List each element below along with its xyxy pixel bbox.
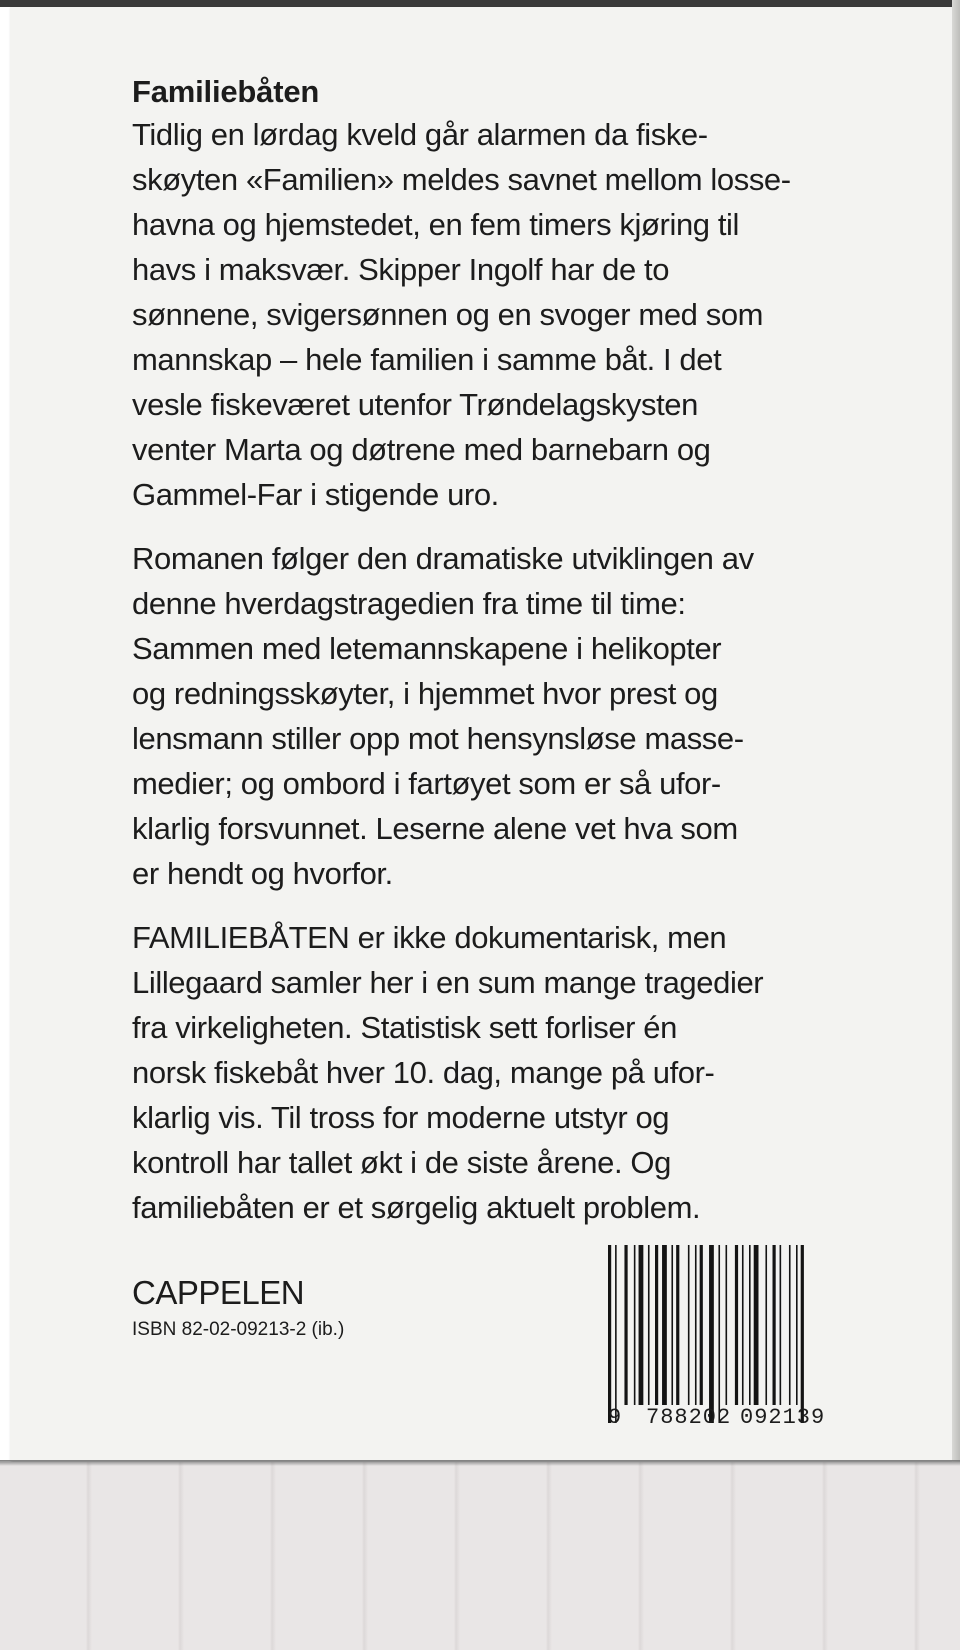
text-line: skøyten «Familien» meldes savnet mellom losse- [132, 162, 791, 197]
barcode-right-digits: 092139 [740, 1405, 826, 1430]
barcode-bar [749, 1245, 751, 1405]
barcode-left-digits: 788202 [646, 1405, 732, 1430]
text-line: er hendt og hvorfor. [132, 856, 393, 891]
barcode-bar [639, 1245, 644, 1405]
text-line: og redningsskøyter, i hjemmet hvor prest og [132, 676, 718, 711]
barcode-bar [608, 1245, 611, 1423]
barcode-bar [709, 1245, 714, 1423]
barcode-bar [742, 1245, 744, 1405]
text-line: havs i maksvær. Skipper Ingolf har de to [132, 252, 670, 287]
text-line: Gammel-Far i stigende uro. [132, 477, 499, 512]
text-line: medier; og ombord i fartøyet som er så ufor- [132, 766, 721, 801]
blurb-paragraph-1 [132, 112, 892, 517]
barcode-bar [634, 1245, 636, 1405]
text-line: klarlig vis. Til tross for moderne utstyr og [132, 1100, 670, 1135]
text-line: vesle fiskeværet utenfor Trøndelagskysten [132, 387, 698, 422]
text-line: mannskap – hele familien i samme båt. I det [132, 342, 722, 377]
text-line: sønnene, svigersønnen og en svoger med som [132, 297, 764, 332]
barcode-bar [700, 1245, 703, 1405]
text-line: familiebåten er et sørgelig aktuelt problem. [132, 1190, 701, 1225]
barcode-bar [754, 1245, 759, 1405]
text-line: klarlig forsvunnet. Leserne alene vet hva som [132, 811, 738, 846]
scan-top-edge [0, 0, 960, 7]
cover-shadow [0, 1460, 960, 1466]
barcode-icon [604, 1245, 860, 1425]
blurb-paragraph-3 [132, 915, 892, 1230]
text-line: kontroll har tallet økt i de siste årene. Og [132, 1145, 671, 1180]
barcode-bar [655, 1245, 658, 1405]
barcode-bar [671, 1245, 673, 1405]
barcode-bar [801, 1245, 804, 1423]
isbn-number: ISBN 82-02-09213-2 (ib.) [132, 1319, 345, 1340]
barcode-bar [695, 1245, 697, 1405]
text-line: fra virkeligheten. Statistisk sett forliser én [132, 1010, 677, 1045]
text-line: havna og hjemstedet, en fem timers kjøring til [132, 207, 740, 242]
barcode-bar [662, 1245, 667, 1405]
text-line: venter Marta og døtrene med barnebarn og [132, 432, 711, 467]
barcode-bar [735, 1245, 738, 1405]
barcode-bar [648, 1245, 650, 1405]
text-line: Sammen med letemannskapene i helikopter [132, 631, 722, 666]
barcode-first-digit: 9 [608, 1405, 622, 1430]
book-title: Familiebåten [132, 74, 320, 109]
text-line: Romanen følger den dramatiske utviklingen av [132, 541, 754, 576]
barcode-bar [688, 1245, 690, 1405]
text-line: FAMILIEBÅTEN er ikke dokumentarisk, men [132, 920, 727, 955]
book-spine-edge [952, 0, 960, 1470]
barcode-bar [718, 1245, 720, 1423]
text-line: norsk fiskebåt hver 10. dag, mange på ufor- [132, 1055, 715, 1090]
barcode-bar [615, 1245, 617, 1423]
text-line: denne hverdagstragedien fra time til time: [132, 586, 686, 621]
text-line: Tidlig en lørdag kveld går alarmen da fiske- [132, 117, 708, 152]
barcode-bar [796, 1245, 798, 1405]
text-line: lensmann stiller opp mot hensynsløse masse- [132, 721, 744, 756]
publisher-name: CAPPELEN [132, 1274, 305, 1311]
barcode-bar [773, 1245, 776, 1405]
barcode-bar [676, 1245, 679, 1405]
barcode-bar [624, 1245, 627, 1405]
scan-background [0, 1462, 960, 1650]
barcode-bar [726, 1245, 728, 1405]
barcode-bar [780, 1245, 782, 1405]
barcode-bar [789, 1245, 791, 1405]
barcode-bar [765, 1245, 767, 1405]
blurb-paragraph-2 [132, 536, 892, 896]
text-line: Lillegaard samler her i en sum mange tragedier [132, 965, 764, 1000]
blurb-text-block [132, 72, 892, 1230]
